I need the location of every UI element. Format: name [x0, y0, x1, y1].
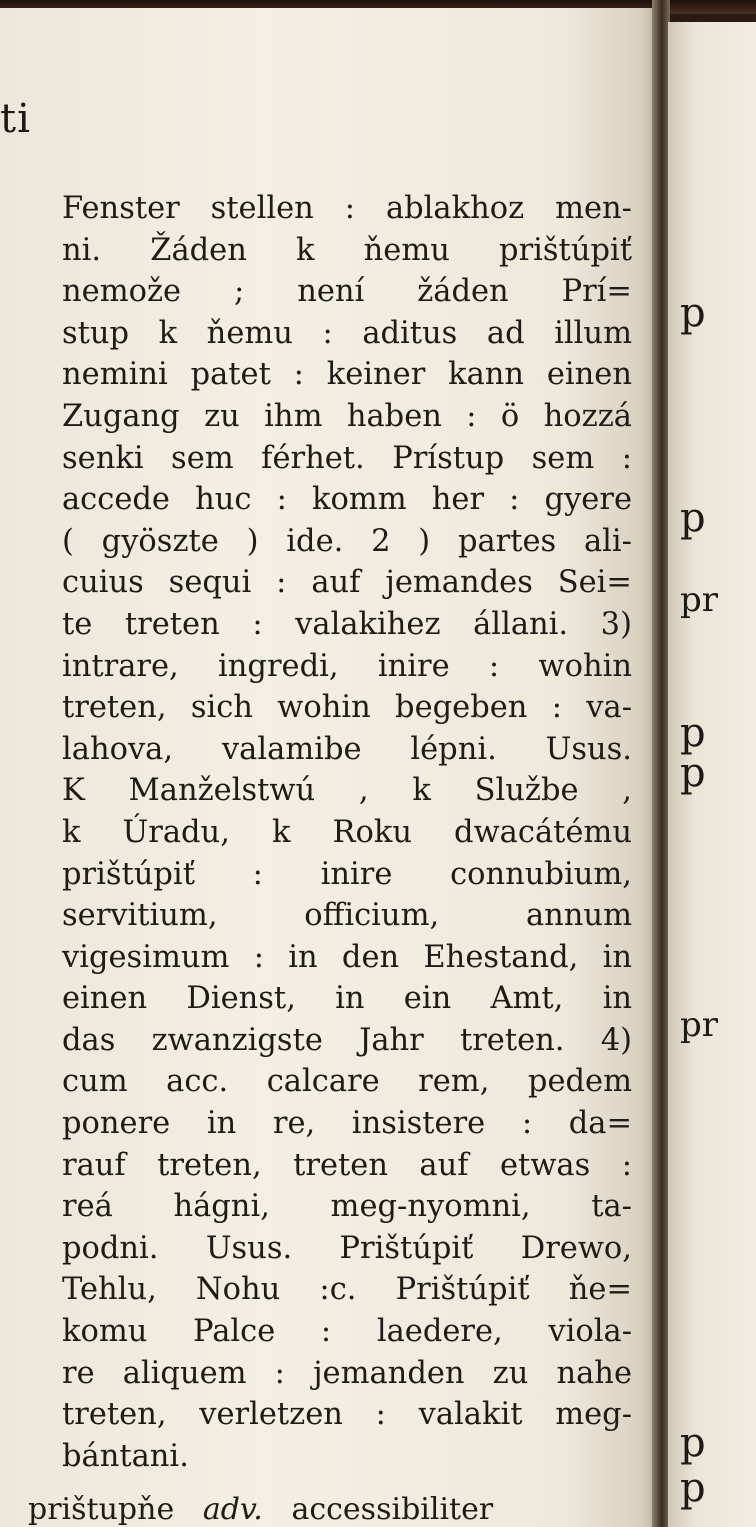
entry-line: das zwanzigste Jahr treten. 4) [62, 1022, 632, 1058]
right-margin-mark: p [680, 290, 706, 336]
right-margin-mark: p [680, 710, 706, 756]
dictionary-entry [62, 188, 632, 1477]
entry-line: reá hágni, meg-nyomni, ta- [62, 1189, 632, 1225]
entry-line: komu Palce : laedere, viola- [62, 1314, 632, 1350]
entry-line: ni. Žáden k ňemu prištúpiť [62, 232, 632, 268]
entry-line: nemini patet : keiner kann einen [62, 357, 632, 393]
entry-line: bántani. [62, 1438, 189, 1474]
entry-line: nemože ; není žáden Prí= [62, 274, 632, 310]
entry-line: K Manželstwú , k Službe , [62, 773, 632, 809]
entry-line: vigesimum : in den Ehestand, in [62, 939, 632, 975]
right-margin-mark: pr [680, 580, 719, 620]
entry-line: servitium, officium, annum [62, 898, 632, 934]
entry-line: rauf treten, treten auf etwas : [62, 1147, 632, 1183]
right-margin-mark: p [680, 1465, 706, 1511]
page-number-fragment: ti [0, 96, 31, 142]
entry-line: lahova, valamibe lépni. Usus. [62, 731, 632, 767]
right-margin-mark: p [680, 750, 706, 796]
entry-line: treten, sich wohin begeben : va- [62, 690, 632, 726]
entry-line: podni. Usus. Prištúpiť Drewo, [62, 1230, 632, 1266]
entry-line: treten, verletzen : valakit meg- [62, 1397, 632, 1433]
entry-line: prištúpiť : inire connubium, [62, 856, 632, 892]
entry-line: accede huc : komm her : gyere [62, 482, 632, 518]
entry-line: stup k ňemu : aditus ad illum [62, 315, 632, 351]
entry-line: Fenster stellen : ablakhoz men- [62, 191, 632, 226]
entry-line: Zugang zu ihm haben : ö hozzá [62, 398, 632, 434]
entry-line: Tehlu, Nohu :c. Prištúpiť ňe= [62, 1272, 632, 1308]
entry-line: k Úradu, k Roku dwacátému [62, 814, 632, 850]
entry-line: ( gyöszte ) ide. 2 ) partes ali- [62, 523, 632, 559]
next-entry-cut-line [28, 1492, 628, 1527]
right-margin-mark: pr [680, 1005, 719, 1045]
entry-line: cum acc. calcare rem, pedem [62, 1064, 632, 1100]
right-margin-mark: p [680, 1420, 706, 1466]
entry-line: cuius sequi : auf jemandes Sei= [62, 565, 632, 601]
entry-line: te treten : valakihez állani. 3) [62, 606, 632, 642]
entry-line: einen Dienst, in ein Amt, in [62, 981, 632, 1017]
next-entry-headword: prištupňe [28, 1492, 175, 1527]
next-entry-abbr: adv. [202, 1492, 263, 1527]
entry-line: intrare, ingredi, inire : wohin [62, 648, 632, 684]
entry-line: re aliquem : jemanden zu nahe [62, 1355, 632, 1391]
entry-line: senki sem férhet. Prístup sem : [62, 440, 632, 476]
entry-line: ponere in re, insistere : da= [62, 1106, 632, 1142]
right-margin-mark: p [680, 495, 706, 541]
next-entry-gloss: accessibiliter [291, 1492, 494, 1527]
